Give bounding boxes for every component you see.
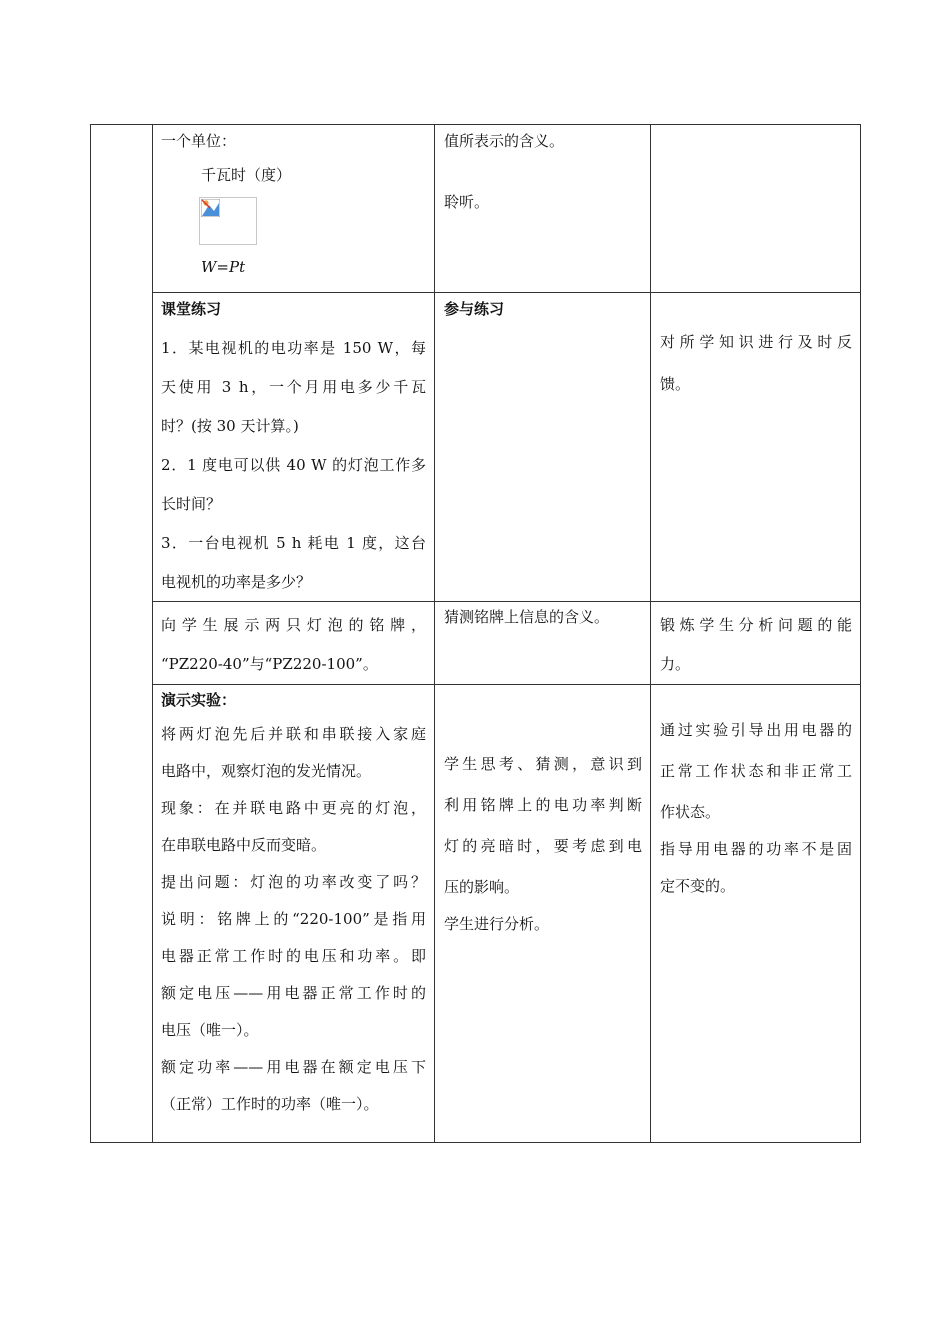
text-line: 1．某电视机的电功率是 150 W，每 — [161, 339, 426, 357]
table-border-left — [90, 124, 91, 1143]
cell-row4-demo — [161, 689, 426, 1123]
row-divider — [152, 684, 860, 685]
text-line: 灯的亮暗时，要考虑到电 — [444, 837, 642, 855]
text-line: 锻炼学生分析问题的能 — [660, 616, 852, 634]
text-line: 值所表示的含义。 — [444, 132, 565, 150]
text-line: 时？(按 30 天计算。) — [161, 417, 299, 435]
cell-row2-activity — [444, 298, 504, 319]
text-line: 学生进行分析。 — [444, 915, 550, 933]
cell-row2-exercises — [161, 298, 426, 602]
text-line: 压的影响。 — [444, 878, 520, 896]
cell-row1-activity — [444, 130, 564, 212]
text-line: 提出问题：灯泡的功率改变了吗？ — [161, 873, 426, 891]
section-heading: 演示实验： — [161, 691, 237, 709]
text-line: 在串联电路中反而变暗。 — [161, 836, 327, 854]
table-border-right — [860, 124, 861, 1143]
table-border-top — [90, 124, 860, 125]
cell-row2-purpose — [660, 321, 852, 405]
broken-image-placeholder — [199, 197, 257, 245]
text-line: 正常工作状态和非正常工 — [660, 762, 852, 780]
column-divider — [152, 124, 153, 1143]
section-heading: 参与练习 — [444, 300, 505, 318]
text-line: 额定功率——用电器在额定电压下 — [161, 1058, 426, 1076]
text-line: 力。 — [660, 655, 691, 673]
text-line: 额定电压——用电器正常工作时的 — [161, 984, 426, 1002]
row-divider — [152, 292, 860, 293]
text-line: 长时间？ — [161, 495, 222, 513]
cell-row3-purpose — [660, 606, 852, 684]
column-divider — [650, 124, 651, 1143]
text-line: 对所学知识进行及时反 — [660, 333, 852, 351]
text-line: 电压（唯一）。 — [161, 1021, 259, 1039]
formula-text: W=Pt — [201, 258, 246, 276]
text-line: 2．1 度电可以供 40 W 的灯泡工作多 — [161, 456, 426, 474]
text-line: 电器正常工作时的电压和功率。即 — [161, 947, 426, 965]
text-line: 现象：在并联电路中更亮的灯泡， — [161, 799, 426, 817]
text-line: 聆听。 — [444, 193, 490, 211]
table-border-bottom — [90, 1142, 860, 1143]
cell-row1-content — [161, 130, 236, 151]
text-line: 利用铭牌上的电功率判断 — [444, 796, 642, 814]
text-line: （正常）工作时的功率（唯一）。 — [161, 1095, 379, 1113]
text-line: 电路中，观察灯泡的发光情况。 — [161, 762, 372, 780]
text-line: 千瓦时（度） — [201, 166, 292, 184]
text-line: 说明：铭牌上的“220-100”是指用 — [161, 910, 426, 928]
text-line: 定不变的。 — [660, 877, 736, 895]
text-line: 天使用 3 h，一个月用电多少千瓦 — [161, 378, 426, 396]
text-line: 馈。 — [660, 375, 691, 393]
text-line: 猜测铭牌上信息的含义。 — [444, 608, 610, 626]
text-line: 将两灯泡先后并联和串联接入家庭 — [161, 725, 426, 743]
text-line: 一个单位： — [161, 132, 237, 150]
text-line: 通过实验引导出用电器的 — [660, 721, 852, 739]
text-line: 电视机的功率是多少？ — [161, 573, 312, 591]
column-divider — [434, 124, 435, 1143]
text-line: 指导用电器的功率不是固 — [660, 840, 852, 858]
section-heading: 课堂练习 — [161, 300, 222, 318]
cell-row3-activity — [444, 606, 609, 628]
cell-row4-purpose — [660, 710, 852, 907]
broken-image-icon — [201, 199, 220, 217]
cell-row4-activity — [444, 744, 642, 940]
text-line: 作状态。 — [660, 803, 721, 821]
text-line: 3．一台电视机 5 h 耗电 1 度，这台 — [161, 534, 426, 552]
text-line: 向学生展示两只灯泡的铭牌， — [161, 616, 426, 634]
cell-row3-content — [161, 606, 426, 684]
text-line: 学生思考、猜测，意识到 — [444, 755, 642, 773]
text-line: “PZ220-40”与“PZ220-100”。 — [161, 655, 378, 673]
cell-row1-unit — [201, 164, 291, 185]
